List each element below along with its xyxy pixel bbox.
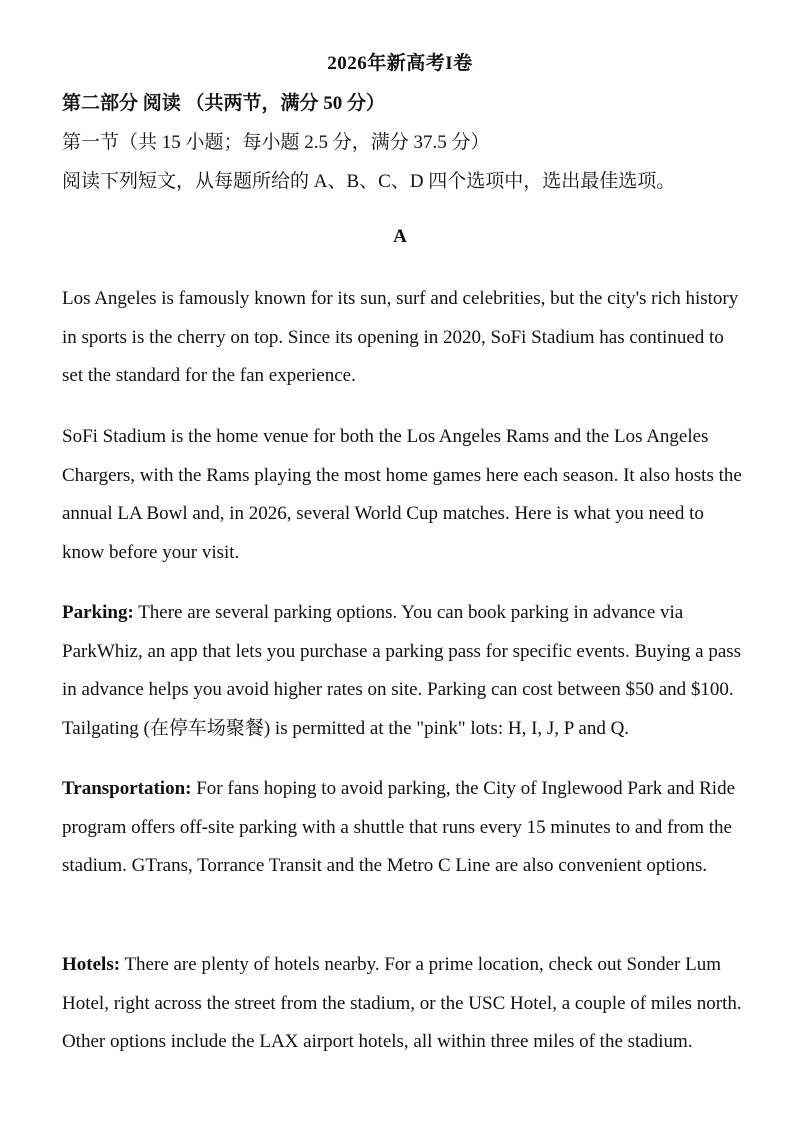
instructions: 阅读下列短文，从每题所给的 A、B、C、D 四个选项中，选出最佳选项。	[62, 171, 676, 192]
paragraph-parking	[62, 594, 746, 748]
part-title: 第二部分 阅读 （共两节，满分 50 分）	[62, 93, 386, 114]
paragraph-hotels	[62, 946, 746, 1062]
paragraph-transportation	[62, 770, 746, 886]
transportation-body: For fans hoping to avoid parking, the City of Inglewood Park and Ride program offers off-site parking with a shuttle that runs every 15 minutes to and from the stadium. GTrans, Torrance Transit and the Metro C Line are also convenient options.	[62, 778, 736, 876]
parking-heading: Parking:	[62, 602, 134, 623]
section-title: 第一节（共 15 小题；每小题 2.5 分，满分 37.5 分）	[62, 132, 490, 153]
passage-letter: A	[393, 226, 407, 247]
parking-body: There are several parking options. You can book parking in advance via ParkWhiz, an app that lets you purchase a parking pass for specific events. Buying a pass in advance helps you avoid higher rates on site. Parking can cost between $50 and $100. Tailgating (在停车场聚餐) is permitted at the "pink" lots: H, I, J, P and Q.	[62, 602, 742, 739]
transportation-heading: Transportation:	[62, 778, 192, 799]
hotels-body: There are plenty of hotels nearby. For a prime location, check out Sonder Lum Hotel, right across the street from the stadium, or the USC Hotel, a couple of miles north. Other options include the LAX airport hotels, all within three miles of the stadium.	[62, 954, 742, 1052]
paragraph-venue: SoFi Stadium is the home venue for both the Los Angeles Rams and the Los Angeles Chargers, with the Rams playing the most home games here each season. It also hosts the annual LA Bowl and, in 2026, several World Cup matches. Here is what you need to know before your visit.	[62, 426, 742, 563]
hotels-heading: Hotels:	[62, 954, 121, 975]
paragraph-intro: Los Angeles is famously known for its sun, surf and celebrities, but the city's rich history in sports is the cherry on top. Since its opening in 2020, SoFi Stadium has continued to set the standard for the fan experience.	[62, 288, 739, 386]
exam-title: 2026年新高考I卷	[327, 53, 473, 74]
